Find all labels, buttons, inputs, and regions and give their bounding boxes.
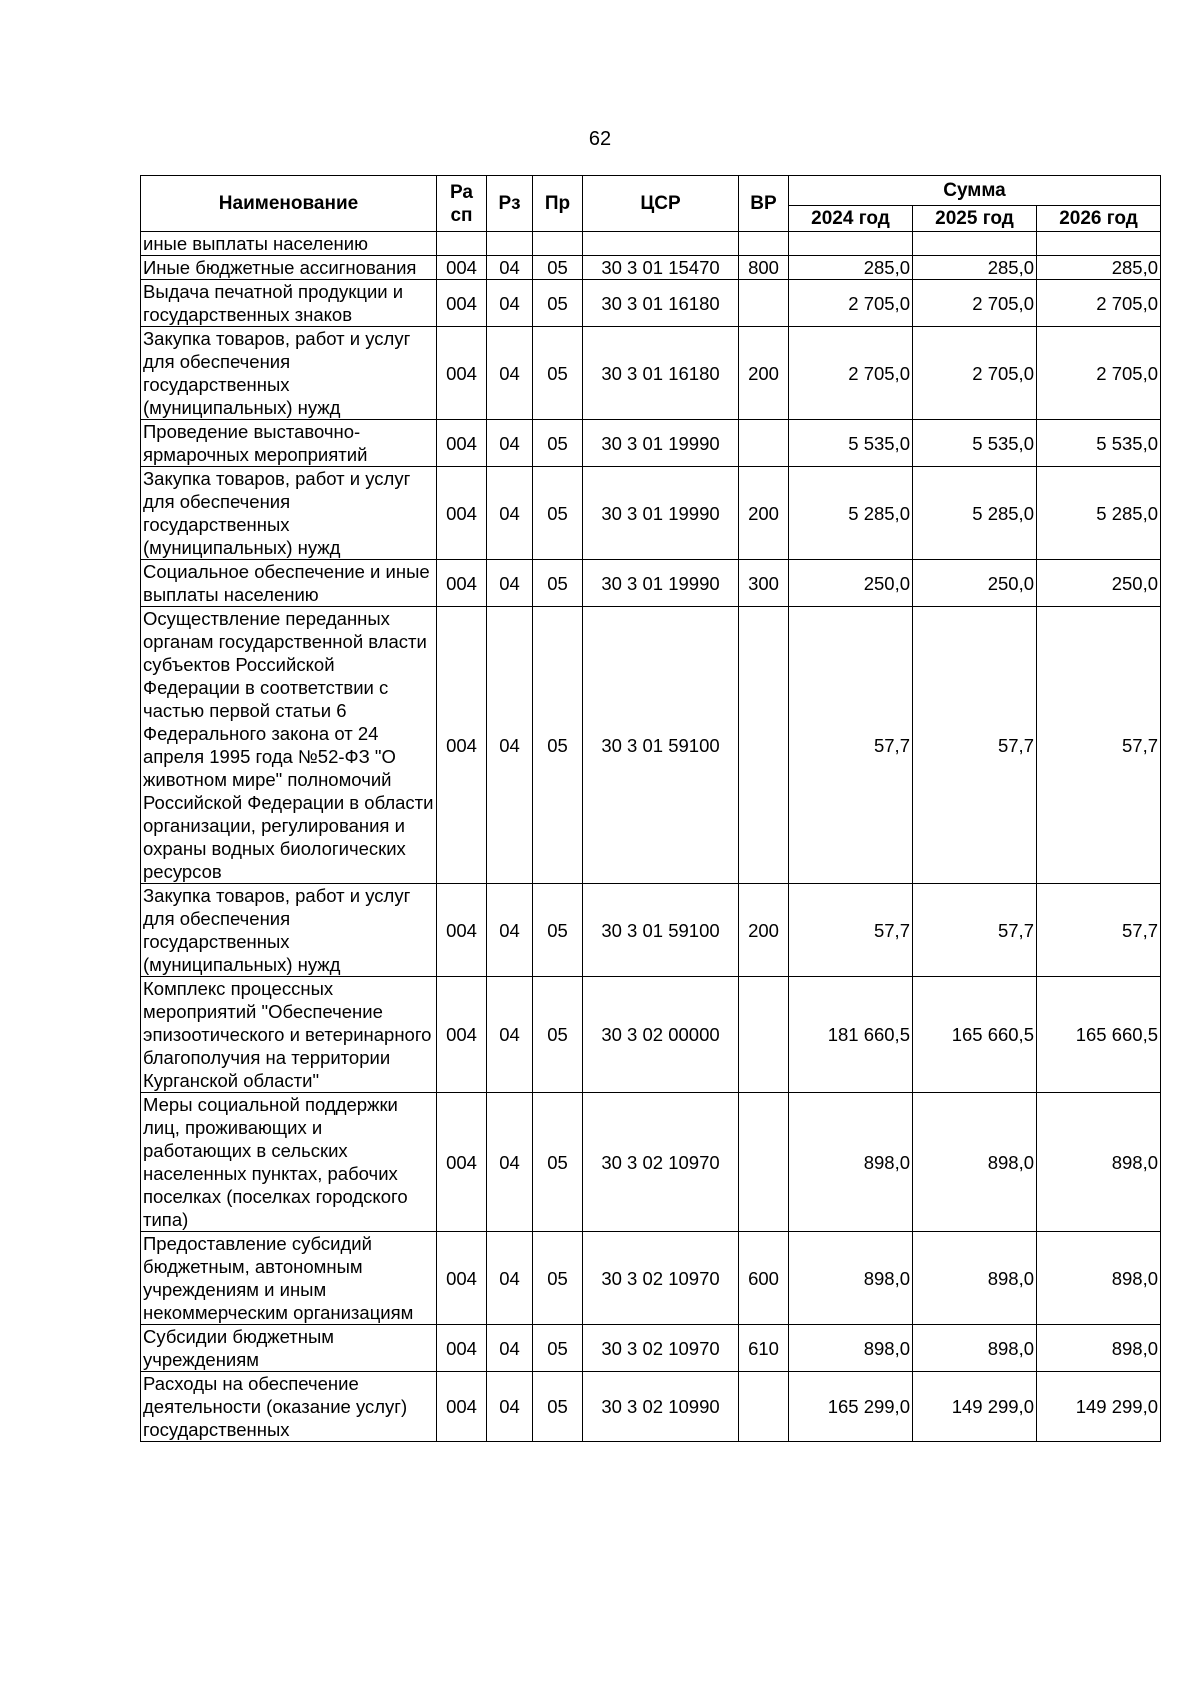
row-pr: 05 [533,467,583,560]
row-csr: 30 3 01 19990 [583,420,739,467]
table-row [141,232,1161,256]
row-amount-2024: 5 285,0 [789,467,913,560]
row-amount-2025: 285,0 [913,256,1037,280]
row-rasp: 004 [437,1093,487,1232]
row-amount-2024: 2 705,0 [789,280,913,327]
table-row [141,280,1161,327]
table-header [141,176,1161,232]
header-year-2024: 2024 год [789,206,913,232]
row-name: Закупка товаров, работ и услуг для обеспечения государственных (муниципальных) нужд [141,467,437,560]
row-csr: 30 3 02 00000 [583,977,739,1093]
row-amount-2025: 165 660,5 [913,977,1037,1093]
row-pr: 05 [533,420,583,467]
row-vr [739,1093,789,1232]
row-name: Проведение выставочно-ярмарочных мероприятий [141,420,437,467]
row-pr: 05 [533,256,583,280]
row-pr: 05 [533,560,583,607]
row-pr: 05 [533,327,583,420]
row-rz: 04 [487,560,533,607]
row-amount-2026: 250,0 [1037,560,1161,607]
row-pr: 05 [533,607,583,884]
row-rasp: 004 [437,467,487,560]
row-csr: 30 3 01 15470 [583,256,739,280]
row-vr [739,280,789,327]
row-name: Субсидии бюджетным учреждениям [141,1325,437,1372]
row-name: Расходы на обеспечение деятельности (оказание услуг) государственных [141,1372,437,1442]
row-amount-2024: 181 660,5 [789,977,913,1093]
header-csr: ЦСР [583,176,739,232]
row-amount-2026: 2 705,0 [1037,280,1161,327]
row-pr: 05 [533,280,583,327]
row-amount-2026: 898,0 [1037,1232,1161,1325]
header-rz: Рз [487,176,533,232]
row-name: Меры социальной поддержки лиц, проживающих и работающих в сельских населенных пунктах, рабочих поселках (поселках городского типа) [141,1093,437,1232]
row-rz: 04 [487,280,533,327]
row-rasp: 004 [437,1232,487,1325]
row-rz: 04 [487,607,533,884]
table-row [141,1372,1161,1442]
row-name: Предоставление субсидий бюджетным, автономным учреждениям и иным некоммерческим организациям [141,1232,437,1325]
row-vr: 200 [739,327,789,420]
row-name: Выдача печатной продукции и государственных знаков [141,280,437,327]
row-amount-2026: 898,0 [1037,1093,1161,1232]
table-row [141,977,1161,1093]
row-name: иные выплаты населению [141,232,437,256]
row-amount-2026: 898,0 [1037,1325,1161,1372]
row-amount-2025: 898,0 [913,1232,1037,1325]
row-rasp: 004 [437,256,487,280]
row-amount-2026: 2 705,0 [1037,327,1161,420]
row-name: Иные бюджетные ассигнования [141,256,437,280]
table-row [141,607,1161,884]
row-rasp: 004 [437,977,487,1093]
row-name: Закупка товаров, работ и услуг для обеспечения государственных (муниципальных) нужд [141,884,437,977]
row-pr: 05 [533,1325,583,1372]
row-pr: 05 [533,1093,583,1232]
row-amount-2025: 149 299,0 [913,1372,1037,1442]
row-csr: 30 3 01 59100 [583,607,739,884]
row-amount-2024 [789,232,913,256]
row-pr: 05 [533,884,583,977]
row-rz: 04 [487,1093,533,1232]
row-amount-2025: 57,7 [913,884,1037,977]
row-rasp: 004 [437,607,487,884]
row-rz: 04 [487,977,533,1093]
table-row [141,420,1161,467]
row-amount-2026: 5 285,0 [1037,467,1161,560]
row-csr: 30 3 02 10970 [583,1093,739,1232]
row-amount-2024: 898,0 [789,1325,913,1372]
row-amount-2025: 2 705,0 [913,280,1037,327]
row-amount-2026: 165 660,5 [1037,977,1161,1093]
row-amount-2025: 5 285,0 [913,467,1037,560]
budget-table [140,175,1161,1442]
row-amount-2024: 57,7 [789,607,913,884]
row-amount-2024: 898,0 [789,1093,913,1232]
row-vr [739,977,789,1093]
row-csr: 30 3 02 10970 [583,1325,739,1372]
page-number: 62 [588,128,612,150]
table-row [141,467,1161,560]
row-amount-2025: 57,7 [913,607,1037,884]
row-vr [739,1372,789,1442]
row-csr [583,232,739,256]
table-row [141,884,1161,977]
row-vr: 610 [739,1325,789,1372]
row-rz: 04 [487,884,533,977]
row-rasp: 004 [437,280,487,327]
row-amount-2026: 57,7 [1037,884,1161,977]
table-row [141,327,1161,420]
row-amount-2024: 5 535,0 [789,420,913,467]
row-amount-2024: 165 299,0 [789,1372,913,1442]
row-pr [533,232,583,256]
row-amount-2024: 250,0 [789,560,913,607]
row-vr: 200 [739,884,789,977]
header-rasp: Ра сп [437,176,487,232]
row-rz [487,232,533,256]
row-name: Комплекс процессных мероприятий "Обеспечение эпизоотического и ветеринарного благополучия на территории Курганской области" [141,977,437,1093]
row-rz: 04 [487,327,533,420]
header-year-2026: 2026 год [1037,206,1161,232]
row-amount-2026: 149 299,0 [1037,1372,1161,1442]
row-amount-2024: 2 705,0 [789,327,913,420]
row-csr: 30 3 01 16180 [583,327,739,420]
row-amount-2025: 898,0 [913,1093,1037,1232]
row-amount-2026: 57,7 [1037,607,1161,884]
row-rasp [437,232,487,256]
row-amount-2025: 5 535,0 [913,420,1037,467]
row-amount-2024: 898,0 [789,1232,913,1325]
row-rasp: 004 [437,327,487,420]
table-row [141,1232,1161,1325]
row-amount-2024: 285,0 [789,256,913,280]
header-sum: Сумма [789,176,1161,206]
row-csr: 30 3 01 59100 [583,884,739,977]
row-rz: 04 [487,1325,533,1372]
row-vr: 800 [739,256,789,280]
row-amount-2026: 5 535,0 [1037,420,1161,467]
row-rasp: 004 [437,420,487,467]
row-name: Закупка товаров, работ и услуг для обеспечения государственных (муниципальных) нужд [141,327,437,420]
row-csr: 30 3 01 19990 [583,467,739,560]
table-row [141,1093,1161,1232]
row-vr: 200 [739,467,789,560]
row-vr [739,420,789,467]
row-vr: 300 [739,560,789,607]
table-row [141,1325,1161,1372]
row-csr: 30 3 01 19990 [583,560,739,607]
row-csr: 30 3 02 10970 [583,1232,739,1325]
header-vr: ВР [739,176,789,232]
row-rasp: 004 [437,884,487,977]
row-rz: 04 [487,467,533,560]
row-amount-2024: 57,7 [789,884,913,977]
row-vr [739,607,789,884]
row-pr: 05 [533,1372,583,1442]
row-rasp: 004 [437,560,487,607]
row-amount-2025: 898,0 [913,1325,1037,1372]
row-amount-2025 [913,232,1037,256]
row-rasp: 004 [437,1372,487,1442]
header-name: Наименование [141,176,437,232]
table-body [141,232,1161,1442]
row-amount-2025: 250,0 [913,560,1037,607]
row-vr: 600 [739,1232,789,1325]
row-pr: 05 [533,1232,583,1325]
row-amount-2026 [1037,232,1161,256]
header-year-2025: 2025 год [913,206,1037,232]
row-rz: 04 [487,256,533,280]
row-csr: 30 3 02 10990 [583,1372,739,1442]
header-pr: Пр [533,176,583,232]
row-vr [739,232,789,256]
row-rz: 04 [487,420,533,467]
row-rz: 04 [487,1232,533,1325]
row-name: Социальное обеспечение и иные выплаты населению [141,560,437,607]
row-name: Осуществление переданных органам государственной власти субъектов Российской Федерации в соответствии с частью первой статьи 6 Федерального закона от 24 апреля 1995 года №52-ФЗ "О животном мире" полномочий Российской Федерации в области организации, регулирования и охраны водных биологических ресурсов [141,607,437,884]
table-row [141,560,1161,607]
row-pr: 05 [533,977,583,1093]
row-amount-2025: 2 705,0 [913,327,1037,420]
row-amount-2026: 285,0 [1037,256,1161,280]
row-csr: 30 3 01 16180 [583,280,739,327]
row-rasp: 004 [437,1325,487,1372]
row-rz: 04 [487,1372,533,1442]
table-row [141,256,1161,280]
